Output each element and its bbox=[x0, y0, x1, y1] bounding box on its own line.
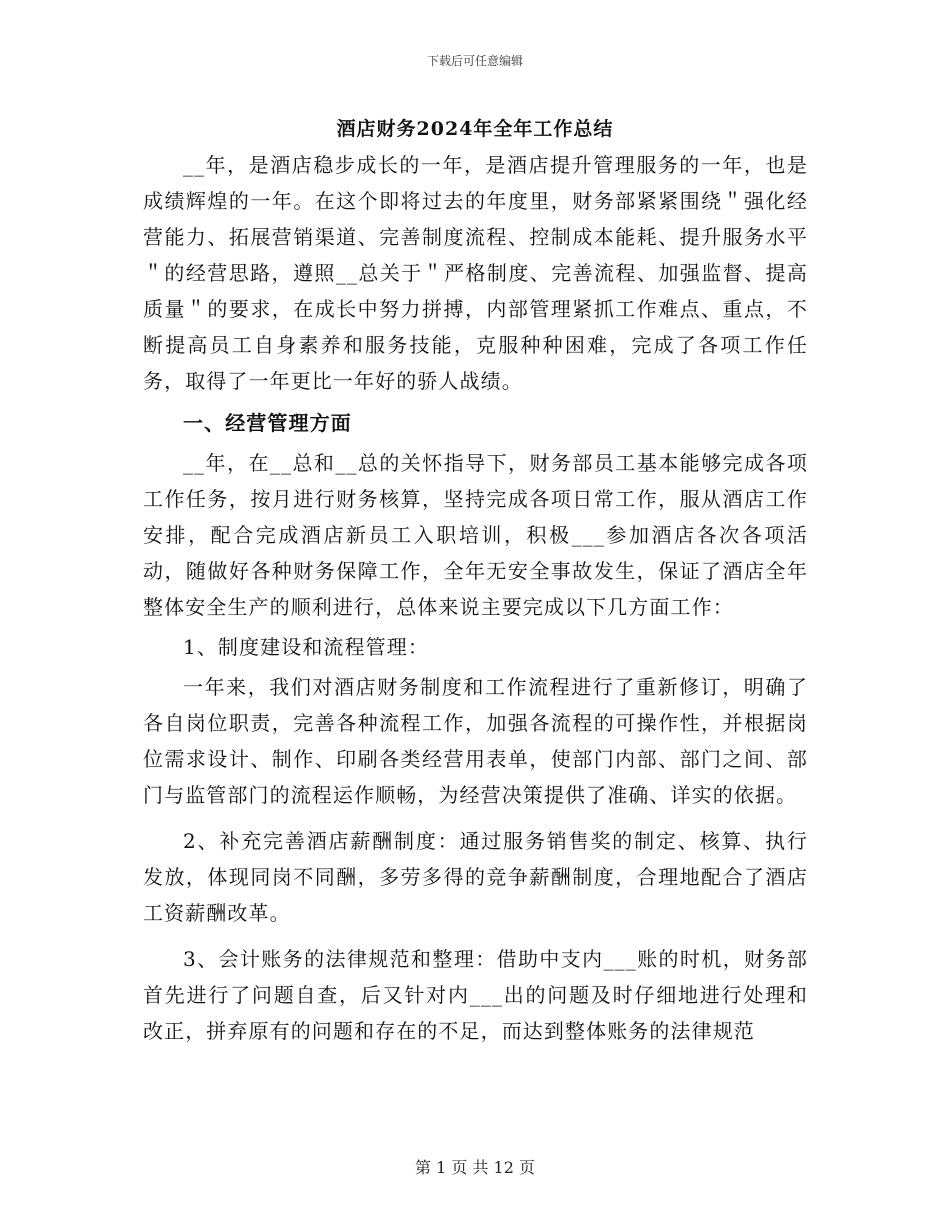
document-title: 酒店财务2024年全年工作总结 bbox=[336, 118, 614, 140]
item-2-paragraph: 2、补充完善酒店薪酬制度：通过服务销售奖的制定、核算、执行发放，体现同岗不同酬，多劳多得的竞争薪酬制度，合理地配合了酒店工资薪酬改革。 bbox=[143, 829, 808, 925]
section-intro-paragraph: __年，在__总和__总的关怀指导下，财务部员工基本能够完成各项工作任务，按月进行财务核算，坚持完成各项日常工作，服从酒店工作安排，配合完成酒店新员工入职培训，积极___参加酒店各次各项活动，随做好各种财务保障工作，全年无安全事故发生，保证了酒店全年整体安全生产的顺利进行，总体来说主要完成以下几方面工作： bbox=[143, 451, 808, 619]
page-number-footer: 第 1 页 共 12 页 bbox=[415, 1158, 535, 1177]
item-3-paragraph: 3、会计账务的法律规范和整理：借助中支内___账的时机，财务部首先进行了问题自查，后又针对内___出的问题及时仔细地进行处理和改正，拼弃原有的问题和存在的不足，而达到整体账务的法律规范 bbox=[143, 947, 808, 1043]
item-1-body: 一年来，我们对酒店财务制度和工作流程进行了重新修订，明确了各自岗位职责，完善各种流程工作，加强各流程的可操作性，并根据岗位需求设计、制作、印刷各类经营用表单，使部门内部、部门之间、部门与监管部门的流程运作顺畅，为经营决策提供了准确、详实的依据。 bbox=[143, 675, 808, 807]
item-1-heading: 1、制度建设和流程管理： bbox=[183, 635, 429, 659]
section-heading-operations: 一、经营管理方面 bbox=[183, 411, 352, 435]
header-note: 下载后可任意编辑 bbox=[426, 54, 523, 68]
document-body bbox=[143, 147, 808, 1049]
intro-paragraph: __年，是酒店稳步成长的一年，是酒店提升管理服务的一年，也是成绩辉煌的一年。在这个即将过去的年度里，财务部紧紧围绕＂强化经营能力、拓展营销渠道、完善制度流程、控制成本能耗、提升服务水平＂的经营思路，遵照__总关于＂严格制度、完善流程、加强监督、提高质量＂的要求，在成长中努力拼搏，内部管理紧抓工作难点、重点，不断提高员工自身素养和服务技能，克服种种困难，完成了各项工作任务，取得了一年更比一年好的骄人战绩。 bbox=[143, 153, 808, 393]
